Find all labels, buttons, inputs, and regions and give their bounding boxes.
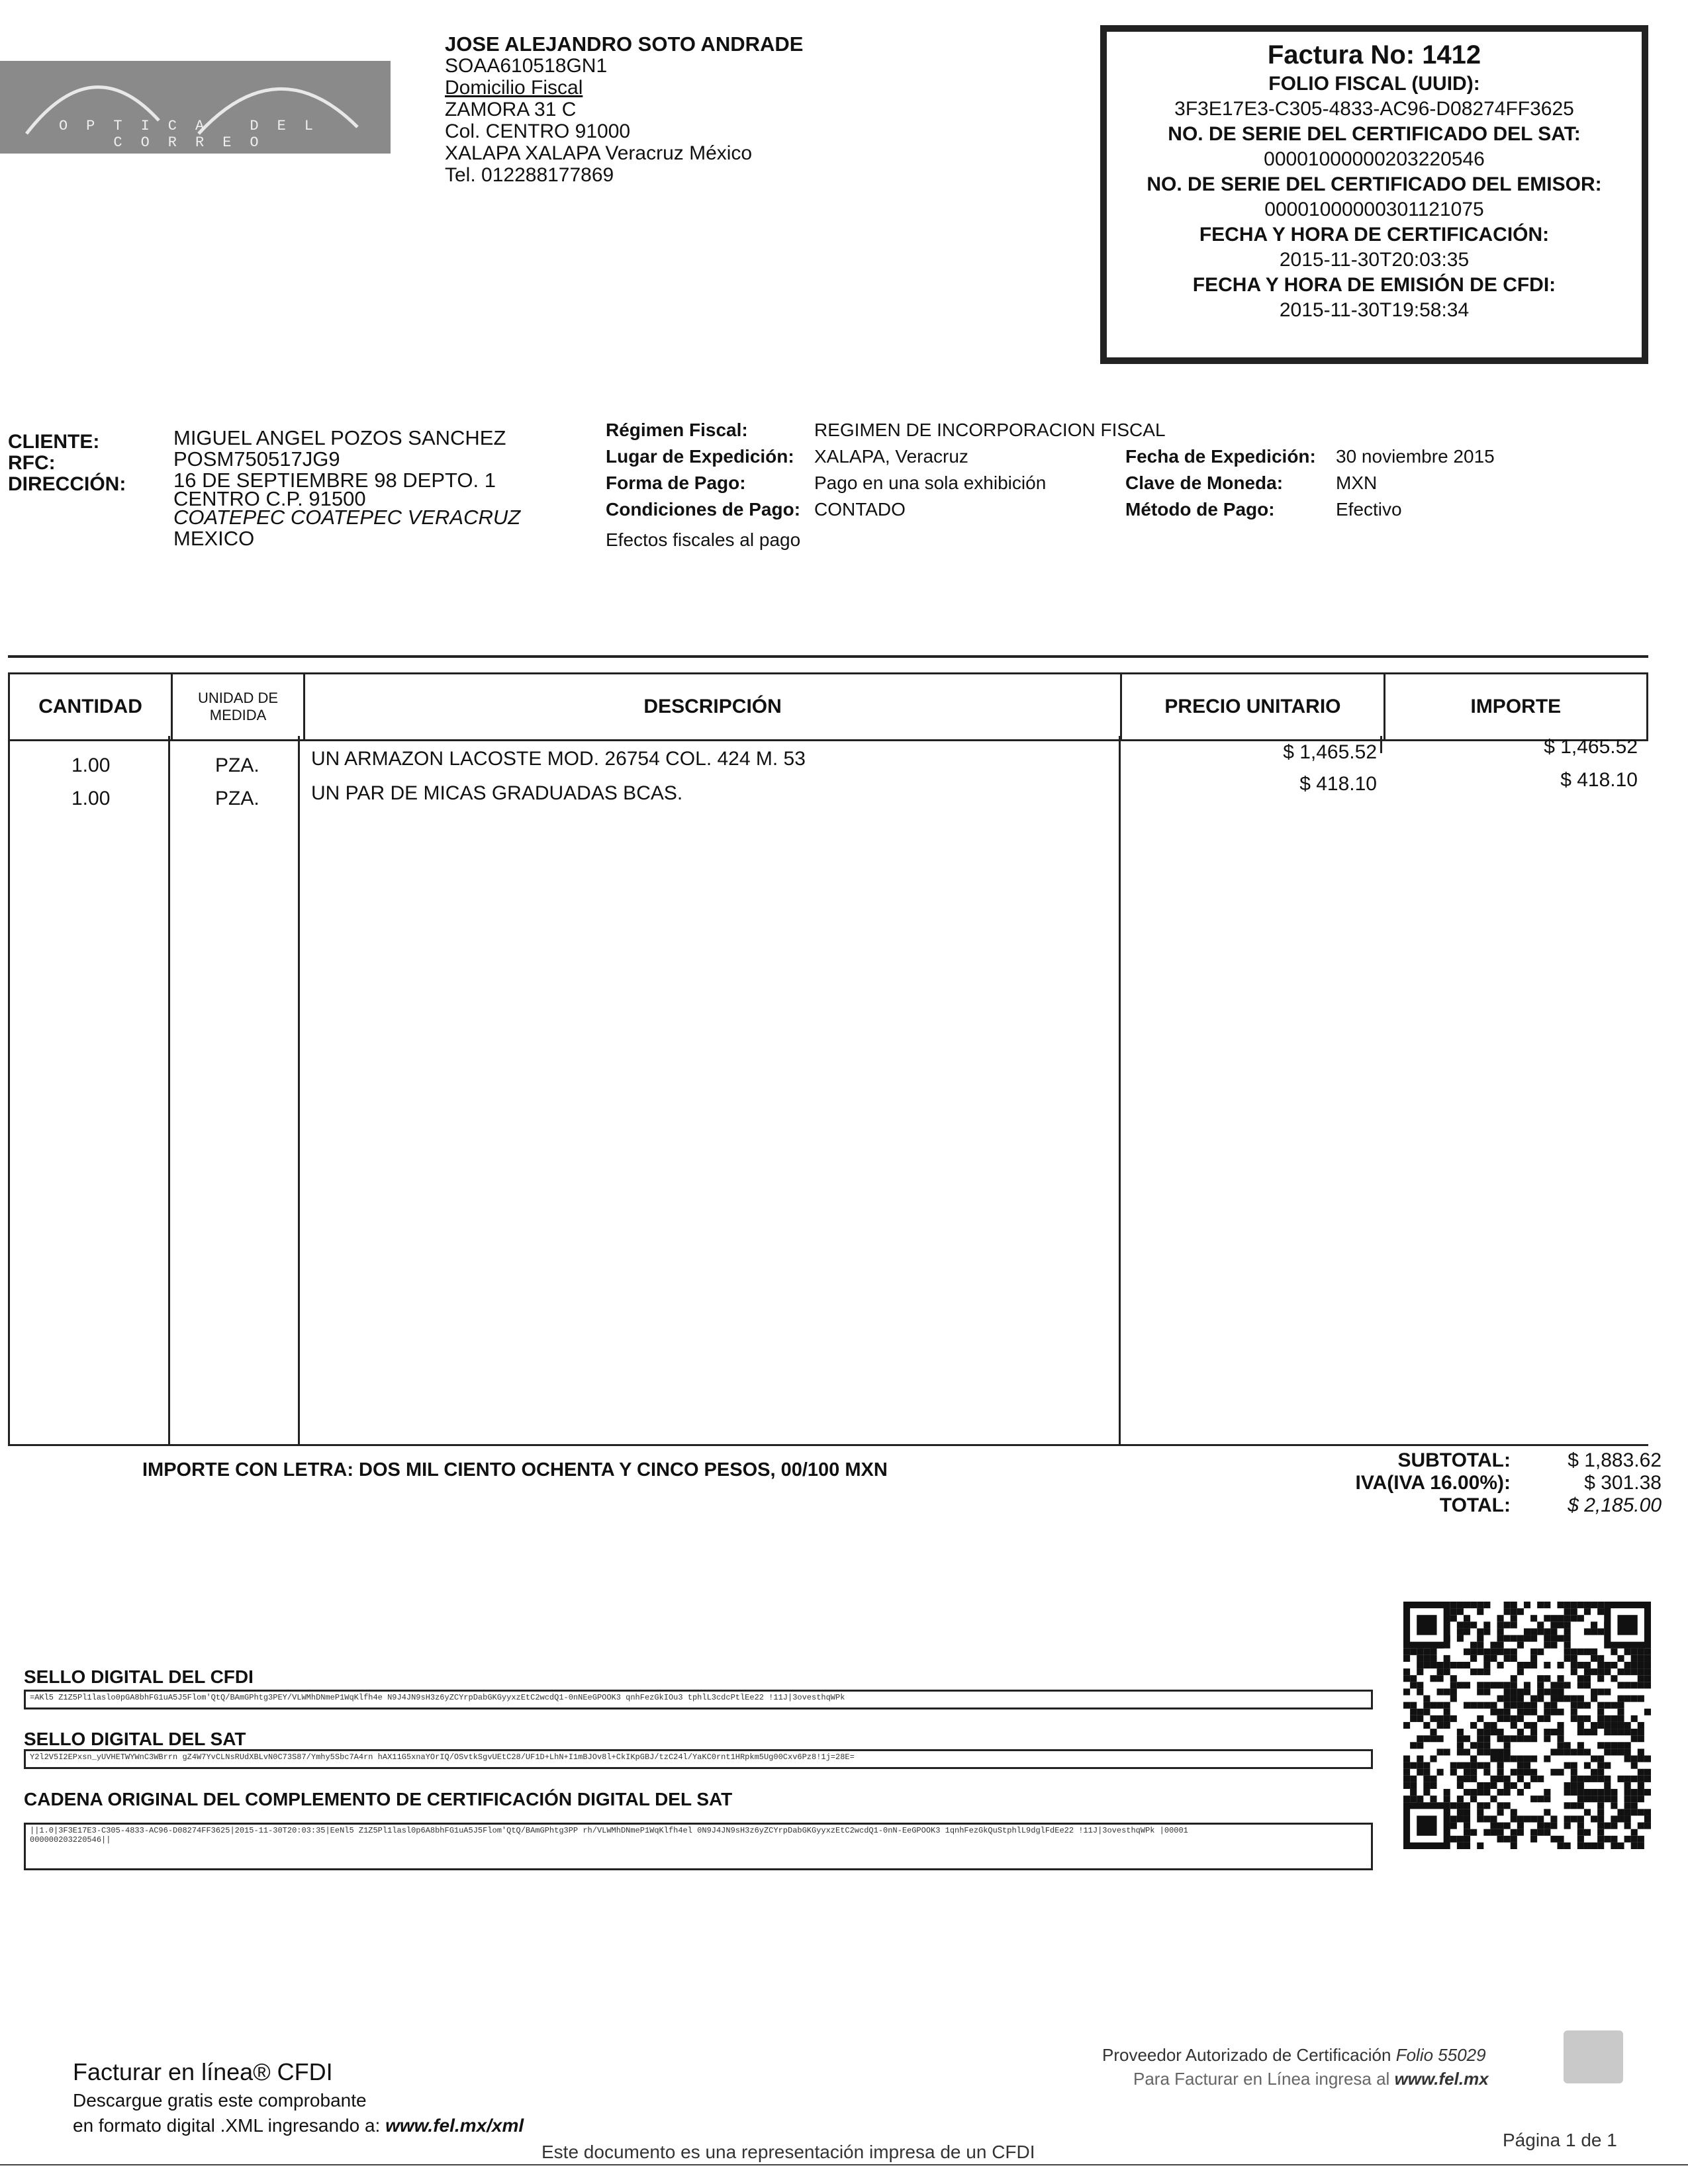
- para-facturar-text: [1133, 2069, 1489, 2089]
- cadena-original-box: [24, 1823, 1373, 1870]
- fecha-exp-value: 30 noviembre 2015: [1336, 446, 1495, 467]
- cadena-original-label: CADENA ORIGINAL DEL COMPLEMENTO DE CERTIFICACIÓN DIGITAL DEL SAT: [24, 1789, 733, 1809]
- subtotal-label: SUBTOTAL:: [1397, 1449, 1511, 1471]
- total-label: TOTAL:: [1439, 1494, 1511, 1516]
- regimen-value: REGIMEN DE INCORPORACION FISCAL: [814, 420, 1166, 440]
- sello-cfdi-value: =AKl5 Z1Z5Pl1laslo0pGA8bhFG1uA5J5Flom'QtQ/BAmGPhtg3PEY/VLWMhDNmeP1WqKlfh4e N9J4JN9sH3z6yZCYrpDabGKGyyxzEtC2wcdQ1-0nNEeGPOOK3 qnhFezGkIOu3 tphlL3cdcPtlEe22 !11J|3ovesthqWPk: [30, 1693, 845, 1702]
- table-row-importe: $ 1,465.52: [1544, 736, 1638, 758]
- efectos-fiscales: Efectos fiscales al pago: [606, 529, 801, 550]
- xml-link[interactable]: www.fel.mx/xml: [385, 2115, 524, 2136]
- lugar-label: Lugar de Expedición:: [606, 446, 794, 467]
- folio-label: FOLIO FISCAL (UUID):: [1268, 73, 1480, 95]
- issuer-colonia: Col. CENTRO 91000: [445, 120, 631, 142]
- client-address-4: MEXICO: [173, 527, 255, 550]
- table-row-cantidad: 1.00: [71, 788, 111, 809]
- serie-emisor-label: NO. DE SERIE DEL CERTIFICADO DEL EMISOR:: [1147, 173, 1602, 195]
- items-table: [8, 672, 1648, 741]
- table-row-importe: $ 418.10: [1560, 769, 1638, 791]
- col-divider: [1380, 736, 1382, 753]
- issuer-block: [445, 33, 803, 186]
- metodo-pago-label: Método de Pago:: [1125, 499, 1275, 520]
- totals-labels: [1355, 1449, 1511, 1517]
- representacion-text: Este documento es una representación impresa de un CFDI: [541, 2142, 1035, 2162]
- serie-emisor-value: 00001000000301121075: [1264, 199, 1484, 220]
- client-values: [173, 428, 520, 549]
- client-rfc-label: RFC:: [8, 452, 56, 474]
- sello-sat-label: SELLO DIGITAL DEL SAT: [24, 1729, 246, 1749]
- sello-sat-value: Y2l2V5I2EPxsn_yUVHETWYWnC3WBrrn gZ4W7YvCLNsRUdXBLvN0C73S87/Ymhy5Sbc7A4rn hAX11G5xnaYOrIQ/OSvtkSgvUEtC28/UF1D+LhN+I1mBJOv8l+CkIKpGBJ/tzC24l/YaKC0rnt1HRpkm5Ug00Cxv6Pz8!1j=28E=: [30, 1752, 855, 1762]
- cert-date-value: 2015-11-30T20:03:35: [1279, 249, 1470, 271]
- col-divider: [298, 736, 300, 1444]
- regimen-label: Régimen Fiscal:: [606, 420, 748, 440]
- regimen-block: [606, 417, 1166, 553]
- page-number: Página 1 de 1: [1503, 2130, 1617, 2150]
- col-importe: IMPORTE: [1384, 674, 1647, 741]
- client-rfc: POSM750517JG9: [173, 447, 340, 471]
- moneda-value: MXN: [1336, 473, 1378, 493]
- issuer-tel: Tel. 012288177869: [445, 164, 614, 186]
- company-logo: [0, 61, 391, 154]
- sello-sat-box: [24, 1749, 1373, 1769]
- col-divider: [8, 736, 10, 1444]
- invoice-number: Factura No: 1412: [1267, 40, 1481, 69]
- folio-value: 3F3E17E3-C305-4833-AC96-D08274FF3625: [1174, 98, 1574, 120]
- serie-sat-value: 00001000000203220546: [1264, 148, 1485, 170]
- importe-con-letra: IMPORTE CON LETRA: DOS MIL CIENTO OCHENTA Y CINCO PESOS, 00/100 MXN: [142, 1459, 888, 1480]
- totals-values: [1568, 1449, 1662, 1517]
- col-precio: PRECIO UNITARIO: [1121, 674, 1384, 741]
- folio-proveedor: Folio 55029: [1395, 2045, 1486, 2065]
- fecha-exp-label: Fecha de Expedición:: [1125, 446, 1316, 467]
- client-label: CLIENTE:: [8, 431, 100, 453]
- iva-label: IVA(IVA 16.00%):: [1355, 1472, 1511, 1494]
- emission-date-value: 2015-11-30T19:58:34: [1279, 299, 1470, 321]
- issuer-name: JOSE ALEJANDRO SOTO ANDRADE: [445, 32, 804, 56]
- expedition-block: [1125, 443, 1495, 523]
- descargue-text: Descargue gratis este comprobante: [73, 2090, 367, 2111]
- metodo-pago-value: Efectivo: [1336, 499, 1402, 520]
- fel-brand: Facturar en línea® CFDI: [73, 2058, 333, 2085]
- moneda-label: Clave de Moneda:: [1125, 473, 1284, 493]
- col-divider: [168, 736, 170, 1444]
- issuer-domicilio-label: Domicilio Fiscal: [445, 77, 583, 99]
- condiciones-label: Condiciones de Pago:: [606, 499, 801, 520]
- iva-value: $ 301.38: [1584, 1472, 1662, 1494]
- logo-text: OPTICA DEL CORREO: [58, 118, 332, 151]
- subtotal-value: $ 1,883.62: [1568, 1449, 1662, 1471]
- table-row-descripcion: UN PAR DE MICAS GRADUADAS BCAS.: [311, 782, 683, 804]
- cadena-original-line-2: 000000203220546||: [30, 1835, 111, 1844]
- sello-cfdi-box: [24, 1690, 1373, 1709]
- qr-code-icon: [1403, 1602, 1651, 1849]
- fiscal-info-box: [1100, 25, 1648, 364]
- para-facturar-label: Para Facturar en Línea ingresa al: [1133, 2069, 1390, 2089]
- serie-sat-label: NO. DE SERIE DEL CERTIFICADO DEL SAT:: [1168, 123, 1581, 145]
- table-row-unidad: PZA.: [215, 754, 259, 776]
- emission-date-label: FECHA Y HORA DE EMISIÓN DE CFDI:: [1192, 274, 1556, 296]
- table-row-precio: $ 1,465.52: [1283, 741, 1377, 763]
- forma-pago-label: Forma de Pago:: [606, 473, 746, 493]
- table-row-unidad: PZA.: [215, 788, 259, 809]
- client-address-3: COATEPEC COATEPEC VERACRUZ: [173, 506, 521, 529]
- condiciones-value: CONTADO: [814, 499, 906, 520]
- client-address-label: DIRECCIÓN:: [8, 473, 126, 495]
- sello-cfdi-label: SELLO DIGITAL DEL CFDI: [24, 1666, 254, 1687]
- table-bottom-rule: [8, 1444, 1648, 1446]
- total-value: $ 2,185.00: [1568, 1494, 1662, 1516]
- client-address-1: 16 DE SEPTIEMBRE 98 DEPTO. 1: [173, 469, 496, 492]
- certification-seal-icon: [1564, 2030, 1623, 2083]
- forma-pago-value: Pago en una sola exhibición: [814, 473, 1047, 493]
- issuer-street: ZAMORA 31 C: [445, 99, 577, 120]
- client-labels: [8, 432, 126, 495]
- client-address-2: CENTRO C.P. 91500: [173, 487, 366, 510]
- cadena-original-line-1: ||1.0|3F3E17E3-C305-4833-AC96-D08274FF3625|2015-11-30T20:03:35|EeNl5 Z1Z5Pl1lasl0p6A8bhFG1uA5J5Flom'QtQ/BAmGPhtg3PP rh/VLWMhDNmeP1WqKlfh4el 0N9J4JN9sH3z6yZCYrpDabGKGyyxzEtC2wcdQ1-0nN-EeGPOOK3 1qnhFezGkQuStphlL9dglFdEe22 !11J|3ovesthqWPk |00001: [30, 1826, 1188, 1835]
- proveedor-label: Proveedor Autorizado de Certificación: [1102, 2045, 1391, 2065]
- fel-link[interactable]: www.fel.mx: [1394, 2069, 1489, 2089]
- table-top-rule: [8, 655, 1648, 658]
- col-descripcion: DESCRIPCIÓN: [304, 674, 1121, 741]
- client-name: MIGUEL ANGEL POZOS SANCHEZ: [173, 426, 506, 449]
- table-row-descripcion: UN ARMAZON LACOSTE MOD. 26754 COL. 424 M. 53: [311, 748, 806, 770]
- lugar-value: XALAPA, Veracruz: [814, 446, 968, 467]
- table-row-precio: $ 418.10: [1299, 773, 1377, 795]
- col-divider: [1119, 736, 1121, 1444]
- proveedor-text: [1102, 2045, 1486, 2066]
- issuer-city: XALAPA XALAPA Veracruz México: [445, 142, 753, 164]
- issuer-rfc: SOAA610518GN1: [445, 55, 608, 77]
- footer-rule: [0, 2164, 1688, 2165]
- formato-text: [73, 2115, 524, 2136]
- table-row-cantidad: 1.00: [71, 754, 111, 776]
- formato-label: en formato digital .XML ingresando a:: [73, 2115, 381, 2136]
- col-unidad: UNIDAD DE MEDIDA: [172, 674, 305, 741]
- cert-date-label: FECHA Y HORA DE CERTIFICACIÓN:: [1199, 224, 1550, 246]
- col-cantidad: CANTIDAD: [9, 674, 172, 741]
